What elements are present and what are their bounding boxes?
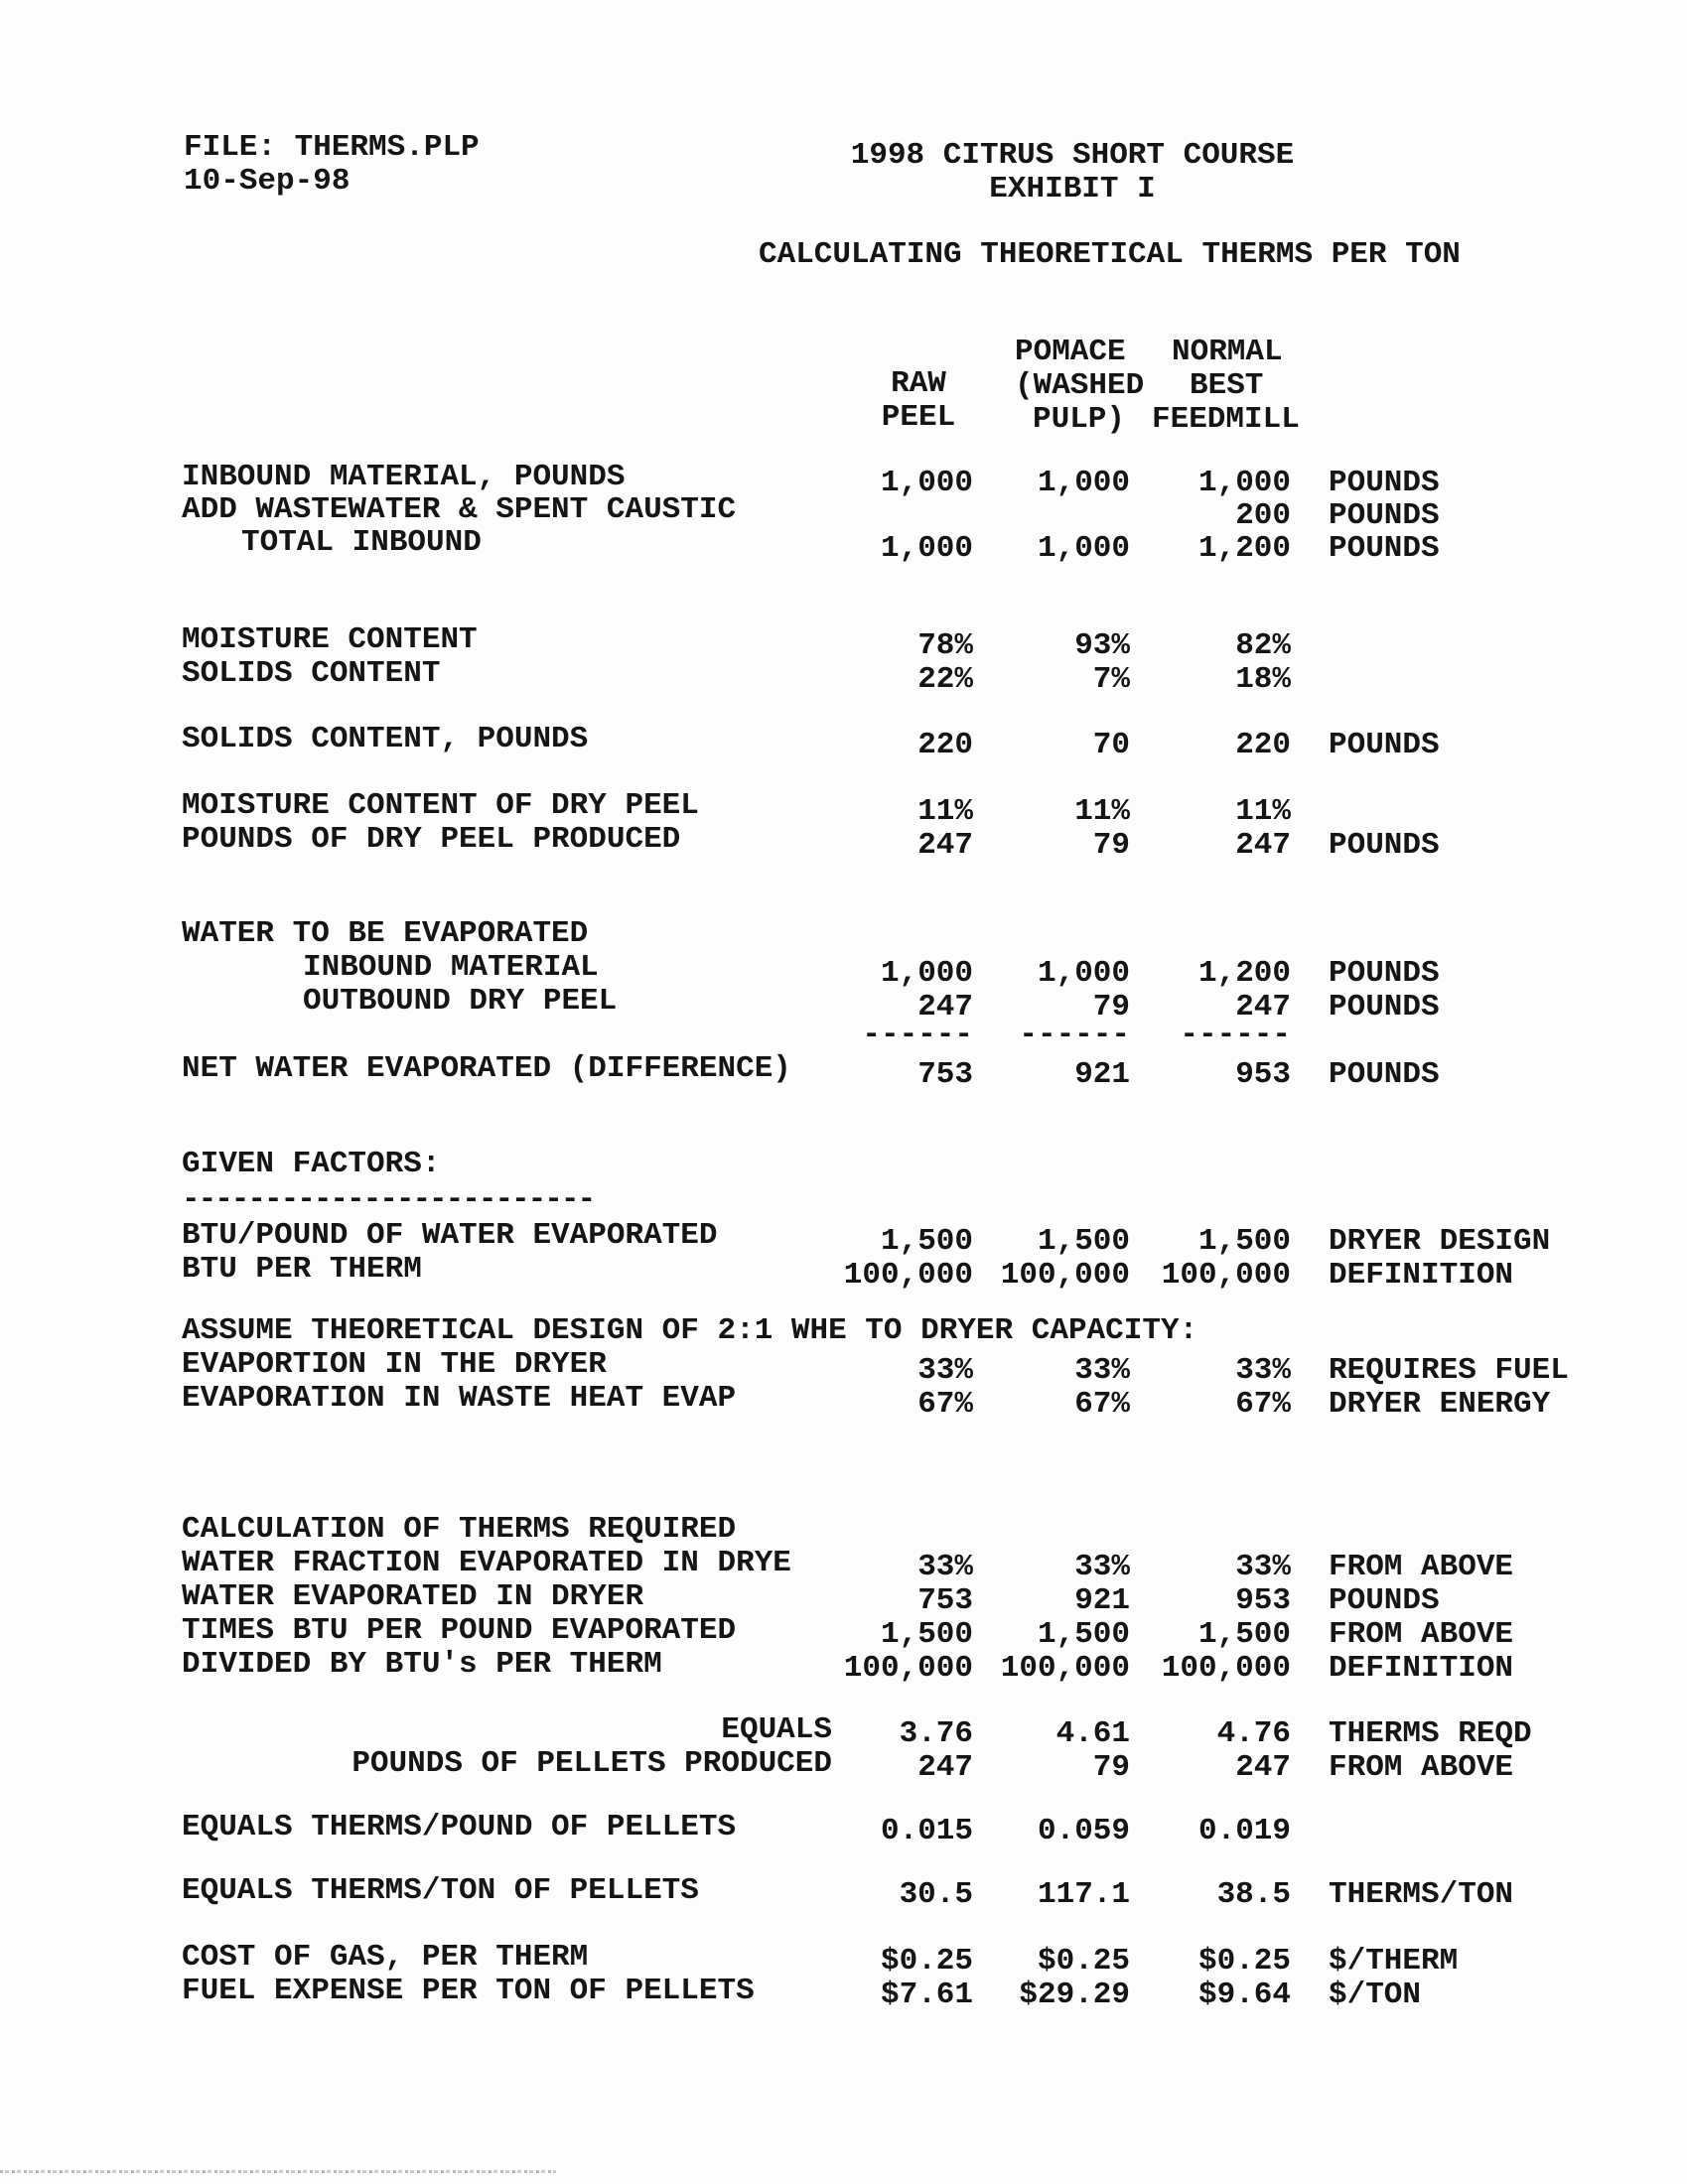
row-label-water-evap-dryer: WATER EVAPORATED IN DRYER (182, 1579, 644, 1614)
value-btu-therm-col2: 100,000 (1000, 1258, 1130, 1293)
value-fuel-expense-col1: $7.61 (880, 1978, 973, 2012)
value-equals-col3: 4.76 (1216, 1716, 1291, 1751)
value-solids-col2: 7% (1092, 662, 1130, 697)
unit-outbound: POUNDS (1329, 990, 1440, 1024)
row-label-solids: SOLIDS CONTENT (182, 656, 441, 691)
value-moist-dry-col1: 11% (917, 794, 973, 829)
value-therms-pound-col3: 0.019 (1197, 1814, 1291, 1848)
value-therms-pound-col2: 0.059 (1037, 1814, 1130, 1848)
value-dashes-col2: ------ (1019, 1018, 1130, 1052)
value-equals-col2: 4.61 (1055, 1716, 1130, 1751)
unit-net-water: POUNDS (1329, 1057, 1440, 1092)
row-label-total-inbound: TOTAL INBOUND (241, 525, 482, 560)
unit-evap-dryer: REQUIRES FUEL (1329, 1353, 1569, 1388)
value-dashes-col1: ------ (862, 1018, 973, 1052)
value-outbound-col3: 247 (1235, 990, 1291, 1024)
unit-times-btu: FROM ABOVE (1329, 1617, 1514, 1652)
value-net-water-col2: 921 (1074, 1057, 1130, 1092)
row-label-divided: DIVIDED BY BTU's PER THERM (182, 1647, 662, 1682)
value-pellets-col3: 247 (1235, 1750, 1291, 1785)
value-evap-dryer-col3: 33% (1235, 1353, 1291, 1388)
document-subtitle: CALCULATING THEORETICAL THERMS PER TON (759, 237, 1461, 272)
value-water-fraction-col3: 33% (1235, 1550, 1291, 1584)
row-label-inbound: INBOUND MATERIAL, POUNDS (182, 460, 626, 494)
value-cost-gas-col3: $0.25 (1197, 1944, 1291, 1979)
value-pellets-col1: 247 (917, 1750, 973, 1785)
value-moisture-col1: 78% (917, 628, 973, 663)
unit-water-fraction: FROM ABOVE (1329, 1550, 1514, 1584)
value-dry-peel-col1: 247 (917, 828, 973, 863)
col1-header-line2: RAW (891, 366, 946, 401)
row-label-evap-dryer: EVAPORTION IN THE DRYER (182, 1347, 607, 1382)
row-label-moisture: MOISTURE CONTENT (182, 622, 478, 657)
value-therms-ton-col3: 38.5 (1216, 1877, 1291, 1912)
value-inbound-col3: 1,000 (1197, 466, 1291, 500)
value-evap-waste-col3: 67% (1235, 1387, 1291, 1422)
row-label-wastewater: ADD WASTEWATER & SPENT CAUSTIC (182, 492, 737, 527)
row-label-water-header: WATER TO BE EVAPORATED (182, 916, 589, 951)
value-btu-pound-col1: 1,500 (880, 1224, 973, 1259)
row-label-calc-header: CALCULATION OF THERMS REQUIRED (182, 1512, 737, 1547)
value-net-water-col3: 953 (1235, 1057, 1291, 1092)
value-inbound-material-col3: 1,200 (1197, 956, 1291, 991)
value-water-evap-dryer-col3: 953 (1235, 1583, 1291, 1618)
document-title: 1998 CITRUS SHORT COURSE (850, 138, 1295, 173)
value-divided-col2: 100,000 (1000, 1651, 1130, 1686)
value-inbound-col1: 1,000 (880, 466, 973, 500)
scan-artifact (0, 2170, 556, 2173)
value-inbound-col2: 1,000 (1037, 466, 1130, 500)
value-water-fraction-col2: 33% (1074, 1550, 1130, 1584)
value-moisture-col2: 93% (1074, 628, 1130, 663)
col2-header-line1: POMACE (1015, 335, 1126, 369)
value-evap-dryer-col1: 33% (917, 1353, 973, 1388)
value-times-btu-col3: 1,500 (1197, 1617, 1291, 1652)
value-times-btu-col2: 1,500 (1037, 1617, 1130, 1652)
row-label-times-btu: TIMES BTU PER POUND EVAPORATED (182, 1613, 737, 1648)
value-solids-col1: 22% (917, 662, 973, 697)
value-net-water-col1: 753 (917, 1057, 973, 1092)
row-label-pellets: POUNDS OF PELLETS PRODUCED (351, 1746, 832, 1781)
row-label-cost-gas: COST OF GAS, PER THERM (182, 1940, 589, 1975)
unit-equals: THERMS REQD (1329, 1716, 1532, 1751)
unit-inbound: POUNDS (1329, 466, 1440, 500)
col3-header-line2: BEST (1190, 368, 1264, 403)
row-label-therms-ton: EQUALS THERMS/TON OF PELLETS (182, 1873, 699, 1908)
value-pellets-col2: 79 (1092, 1750, 1130, 1785)
unit-btu-pound: DRYER DESIGN (1329, 1224, 1551, 1259)
value-fuel-expense-col3: $9.64 (1197, 1978, 1291, 2012)
value-solids-lbs-col3: 220 (1235, 728, 1291, 762)
col3-header-line3: FEEDMILL (1152, 402, 1300, 437)
value-inbound-material-col1: 1,000 (880, 956, 973, 991)
value-evap-waste-col1: 67% (917, 1387, 973, 1422)
unit-fuel-expense: $/TON (1329, 1978, 1422, 2012)
value-dashes-col3: ------ (1180, 1018, 1291, 1052)
value-water-fraction-col1: 33% (917, 1550, 973, 1584)
value-water-evap-dryer-col2: 921 (1074, 1583, 1130, 1618)
file-date: 10-Sep-98 (184, 164, 351, 199)
value-therms-pound-col1: 0.015 (880, 1814, 973, 1848)
given-factors-rule: ------------------------- (182, 1182, 595, 1217)
unit-therms-ton: THERMS/TON (1329, 1877, 1514, 1912)
value-solids-col3: 18% (1235, 662, 1291, 697)
unit-evap-waste: DRYER ENERGY (1329, 1387, 1551, 1422)
unit-pellets: FROM ABOVE (1329, 1750, 1514, 1785)
unit-total-inbound: POUNDS (1329, 531, 1440, 566)
row-label-water-fraction: WATER FRACTION EVAPORATED IN DRYE (182, 1546, 791, 1580)
row-label-fuel-expense: FUEL EXPENSE PER TON OF PELLETS (182, 1974, 755, 2008)
value-total-inbound-col2: 1,000 (1037, 531, 1130, 566)
unit-divided: DEFINITION (1329, 1651, 1514, 1686)
value-evap-dryer-col2: 33% (1074, 1353, 1130, 1388)
value-dry-peel-col3: 247 (1235, 828, 1291, 863)
col3-header-line1: NORMAL (1172, 335, 1283, 369)
value-moist-dry-col3: 11% (1235, 794, 1291, 829)
row-label-equals: EQUALS (721, 1712, 832, 1747)
value-total-inbound-col1: 1,000 (880, 531, 973, 566)
value-therms-ton-col1: 30.5 (899, 1877, 973, 1912)
value-wastewater-col3: 200 (1235, 498, 1291, 533)
value-solids-lbs-col2: 70 (1092, 728, 1130, 762)
unit-btu-therm: DEFINITION (1329, 1258, 1514, 1293)
value-total-inbound-col3: 1,200 (1197, 531, 1291, 566)
row-label-outbound: OUTBOUND DRY PEEL (303, 984, 618, 1019)
unit-dry-peel: POUNDS (1329, 828, 1440, 863)
value-moist-dry-col2: 11% (1074, 794, 1130, 829)
value-solids-lbs-col1: 220 (917, 728, 973, 762)
row-label-assume: ASSUME THEORETICAL DESIGN OF 2:1 WHE TO DRYER CAPACITY: (182, 1313, 1198, 1348)
file-name: FILE: THERMS.PLP (184, 130, 480, 165)
row-label-dry-peel: POUNDS OF DRY PEEL PRODUCED (182, 822, 681, 857)
row-label-therms-pound: EQUALS THERMS/POUND OF PELLETS (182, 1810, 737, 1844)
value-dry-peel-col2: 79 (1092, 828, 1130, 863)
unit-inbound-material: POUNDS (1329, 956, 1440, 991)
value-outbound-col2: 79 (1092, 990, 1130, 1024)
row-label-net-water: NET WATER EVAPORATED (DIFFERENCE) (182, 1051, 791, 1086)
value-divided-col3: 100,000 (1161, 1651, 1291, 1686)
row-label-given: GIVEN FACTORS: (182, 1147, 441, 1181)
value-cost-gas-col1: $0.25 (880, 1944, 973, 1979)
value-evap-waste-col2: 67% (1074, 1387, 1130, 1422)
value-water-evap-dryer-col1: 753 (917, 1583, 973, 1618)
value-cost-gas-col2: $0.25 (1037, 1944, 1130, 1979)
unit-water-evap-dryer: POUNDS (1329, 1583, 1440, 1618)
value-btu-therm-col1: 100,000 (843, 1258, 973, 1293)
col1-header-line3: PEEL (881, 400, 956, 435)
row-label-evap-waste: EVAPORATION IN WASTE HEAT EVAP (182, 1381, 737, 1416)
unit-wastewater: POUNDS (1329, 498, 1440, 533)
row-label-moist-dry: MOISTURE CONTENT OF DRY PEEL (182, 788, 699, 823)
row-label-btu-therm: BTU PER THERM (182, 1252, 422, 1287)
value-outbound-col1: 247 (917, 990, 973, 1024)
value-moisture-col3: 82% (1235, 628, 1291, 663)
unit-solids-lbs: POUNDS (1329, 728, 1440, 762)
row-label-inbound-material: INBOUND MATERIAL (303, 950, 599, 985)
value-btu-therm-col3: 100,000 (1161, 1258, 1291, 1293)
value-inbound-material-col2: 1,000 (1037, 956, 1130, 991)
value-fuel-expense-col2: $29.29 (1019, 1978, 1130, 2012)
col2-header-line3: PULP) (1033, 402, 1126, 437)
exhibit-label: EXHIBIT I (989, 172, 1156, 206)
value-times-btu-col1: 1,500 (880, 1617, 973, 1652)
value-btu-pound-col2: 1,500 (1037, 1224, 1130, 1259)
row-label-btu-pound: BTU/POUND OF WATER EVAPORATED (182, 1218, 718, 1253)
value-btu-pound-col3: 1,500 (1197, 1224, 1291, 1259)
value-equals-col1: 3.76 (899, 1716, 973, 1751)
row-label-solids-lbs: SOLIDS CONTENT, POUNDS (182, 722, 589, 756)
col2-header-line2: (WASHED (1015, 368, 1145, 403)
value-divided-col1: 100,000 (843, 1651, 973, 1686)
value-therms-ton-col2: 117.1 (1037, 1877, 1130, 1912)
unit-cost-gas: $/THERM (1329, 1944, 1459, 1979)
